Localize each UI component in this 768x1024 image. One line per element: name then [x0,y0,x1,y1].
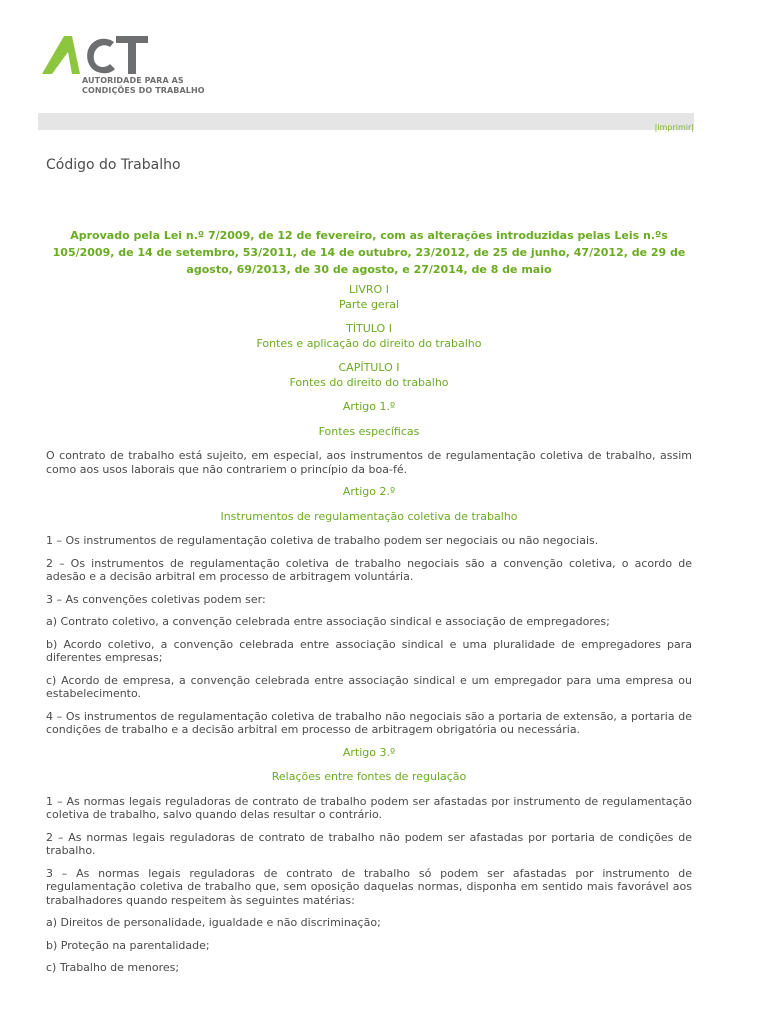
article-2-paragraph: 2 – Os instrumentos de regulamentação coletiva de trabalho negociais são a convenção coletiva, o acordo de adesão e a decisão arbitral em processo de arbitragem voluntária. [46,556,692,583]
logo-subtitle-line2: CONDIÇÕES DO TRABALHO [82,86,205,95]
article-3-heading: Relações entre fontes de regulação [271,770,467,783]
article-1-label: Artigo 1.º [342,400,396,413]
article-2-label: Artigo 2.º [342,485,396,498]
article-2-paragraph: c) Acordo de empresa, a convenção celebrada entre associação sindical e um empregador para uma empresa ou estabelecimento. [46,673,692,700]
livro-label: LIVRO I [349,283,389,296]
livro-heading [46,283,692,312]
logo-subtitle-line1: AUTORIDADE PARA AS [82,76,184,85]
approval-note: Aprovado pela Lei n.º 7/2009, de 12 de fevereiro, com as alterações introduzidas pelas Leis n.ºs 105/2009, de 14 de setembro, 53/2011, de 14 de outubro, 23/2012, de 25 de junho, 47/2012, de 29 de agosto, 69/2013, de 30 de agosto, e 27/2014, de 8 de maio [52,229,686,276]
article-2-paragraph: 1 – Os instrumentos de regulamentação coletiva de trabalho podem ser negociais ou não negociais. [46,534,599,547]
capitulo-label: CAPÍTULO I [338,361,400,374]
article-3-paragraph: b) Proteção na parentalidade; [46,938,210,952]
article-3-label: Artigo 3.º [342,745,396,759]
page-title: Código do Trabalho [46,157,181,173]
act-logo-icon [42,34,152,76]
article-3-paragraph: 1 – As normas legais reguladoras de contrato de trabalho podem ser afastadas por instrumento de regulamentação coletiva de trabalho, salvo quando delas resultar o contrário. [46,794,692,821]
act-logo [42,34,222,98]
titulo-label: TÍTULO I [346,322,392,335]
article-3-paragraph: 2 – As normas legais reguladoras de contrato de trabalho não podem ser afastadas por portaria de condições de trabalho. [46,830,692,857]
article-2-heading: Instrumentos de regulamentação coletiva de trabalho [220,509,518,523]
document-body [46,227,692,984]
capitulo-name: Fontes do direito do trabalho [289,375,449,389]
article-3-paragraph: 3 – As normas legais reguladoras de contrato de trabalho só podem ser afastadas por instrumento de regulamentação coletiva de trabalho que, sem oposição daquelas normas, disponha em sentido mais favorável aos trabalhadores quando respeitem às seguintes matérias: [46,866,692,907]
print-link-wrapper [655,123,694,132]
print-link[interactable]: imprimir [657,123,692,132]
article-1-heading: Fontes específicas [318,424,420,438]
article-2-paragraph: a) Contrato coletivo, a convenção celebrada entre associação sindical e associação de empregadores; [46,615,610,628]
toolbar-bar [38,113,694,130]
capitulo-heading [46,361,692,390]
separator: | [654,123,658,132]
article-2-paragraph: 4 – Os instrumentos de regulamentação coletiva de trabalho não negociais são a portaria de extensão, a portaria de condições de trabalho e a decisão arbitral em processo de arbitragem obrigatória ou necessária. [46,709,692,736]
article-1-paragraph: O contrato de trabalho está sujeito, em especial, aos instrumentos de regulamentação coletiva de trabalho, assim como aos usos laborais que não contrariem o princípio da boa-fé. [46,449,692,476]
article-2-paragraph: 3 – As convenções coletivas podem ser: [46,592,266,606]
livro-name: Parte geral [338,297,400,311]
article-2-paragraph: b) Acordo coletivo, a convenção celebrada entre associação sindical e uma pluralidade de empregadores para diferentes empresas; [46,637,692,664]
article-3-paragraph: c) Trabalho de menores; [46,961,180,974]
separator: | [691,123,694,132]
titulo-heading [46,322,692,351]
article-3-paragraph: a) Direitos de personalidade, igualdade e não discriminação; [46,916,381,929]
titulo-name: Fontes e aplicação do direito do trabalho [256,336,482,350]
